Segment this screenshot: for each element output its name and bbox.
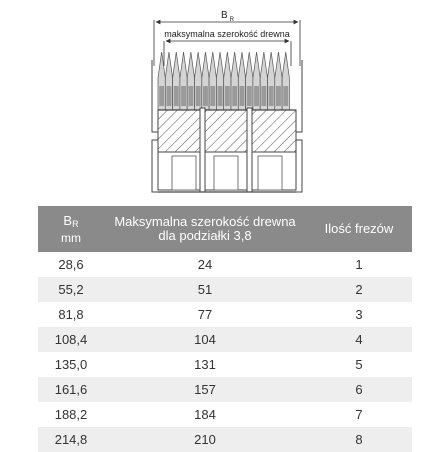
cell-cutter-count: 7: [306, 402, 412, 427]
cutter-tooth-shade: [225, 86, 230, 106]
cutter-tooth-shade: [254, 86, 259, 106]
cell-max-wood-width: 157: [104, 377, 306, 402]
table-row: [38, 352, 412, 377]
cutter-tooth-shade: [167, 86, 172, 106]
cell-max-wood-width: 184: [104, 402, 306, 427]
table-row: [38, 277, 412, 302]
cell-max-wood-width: 210: [104, 427, 306, 452]
cell-max-wood-width: 51: [104, 277, 306, 302]
table-row: [38, 402, 412, 427]
cell-cutter-count: 8: [306, 427, 412, 452]
cutter-tooth-shade: [210, 86, 215, 106]
header-cutter-count: Ilość frezów: [306, 206, 412, 252]
table-row: [38, 377, 412, 402]
cutter-diagram: [0, 0, 448, 205]
cell-cutter-count: 2: [306, 277, 412, 302]
cell-br-mm: 161,6: [38, 377, 104, 402]
cell-max-wood-width: 77: [104, 302, 306, 327]
cutter-tooth-shade: [218, 86, 223, 106]
header-br-mm: $B_R$ mm: [38, 206, 104, 252]
header-max-wood-width: Maksymalna szerokość drewna dla podziałki 3,8: [104, 206, 306, 252]
cutter-tooth-shade: [240, 86, 245, 106]
table-row: [38, 327, 412, 352]
cell-br-mm: 135,0: [38, 352, 104, 377]
cell-br-mm: 81,8: [38, 302, 104, 327]
cutter-tooth-shade: [283, 86, 288, 106]
cutter-teeth: [158, 52, 289, 110]
cell-cutter-count: 3: [306, 302, 412, 327]
cell-br-mm: 188,2: [38, 402, 104, 427]
cell-br-mm: 28,6: [38, 252, 104, 277]
cutter-tooth-shade: [261, 86, 266, 106]
cutter-tooth-shade: [269, 86, 274, 106]
table-row: [38, 252, 412, 277]
cutter-tooth-shade: [188, 86, 193, 106]
cutter-tooth-shade: [247, 86, 252, 106]
cell-cutter-count: 6: [306, 377, 412, 402]
cell-max-wood-width: 24: [104, 252, 306, 277]
cell-max-wood-width: 131: [104, 352, 306, 377]
cell-max-wood-width: 104: [104, 327, 306, 352]
cell-br-mm: 108,4: [38, 327, 104, 352]
cell-cutter-count: 4: [306, 327, 412, 352]
cutter-tooth-shade: [174, 86, 179, 106]
cutter-tooth-shade: [181, 86, 186, 106]
table-row: [38, 427, 412, 452]
table-header-row: [38, 206, 412, 252]
cutter-tooth-shade: [196, 86, 201, 106]
dimension-caption: maksymalna szerokość drewna: [164, 29, 290, 39]
cutter-tooth-shade: [276, 86, 281, 106]
cell-cutter-count: 1: [306, 252, 412, 277]
cell-br-mm: 214,8: [38, 427, 104, 452]
cutter-tooth-shade: [159, 86, 164, 106]
table-row: [38, 302, 412, 327]
dimension-symbol: B $_R$: [221, 10, 235, 23]
cell-cutter-count: 5: [306, 352, 412, 377]
cutter-tooth-shade: [232, 86, 237, 106]
cutter-tooth-shade: [203, 86, 208, 106]
cell-br-mm: 55,2: [38, 277, 104, 302]
specification-table: [38, 206, 412, 452]
